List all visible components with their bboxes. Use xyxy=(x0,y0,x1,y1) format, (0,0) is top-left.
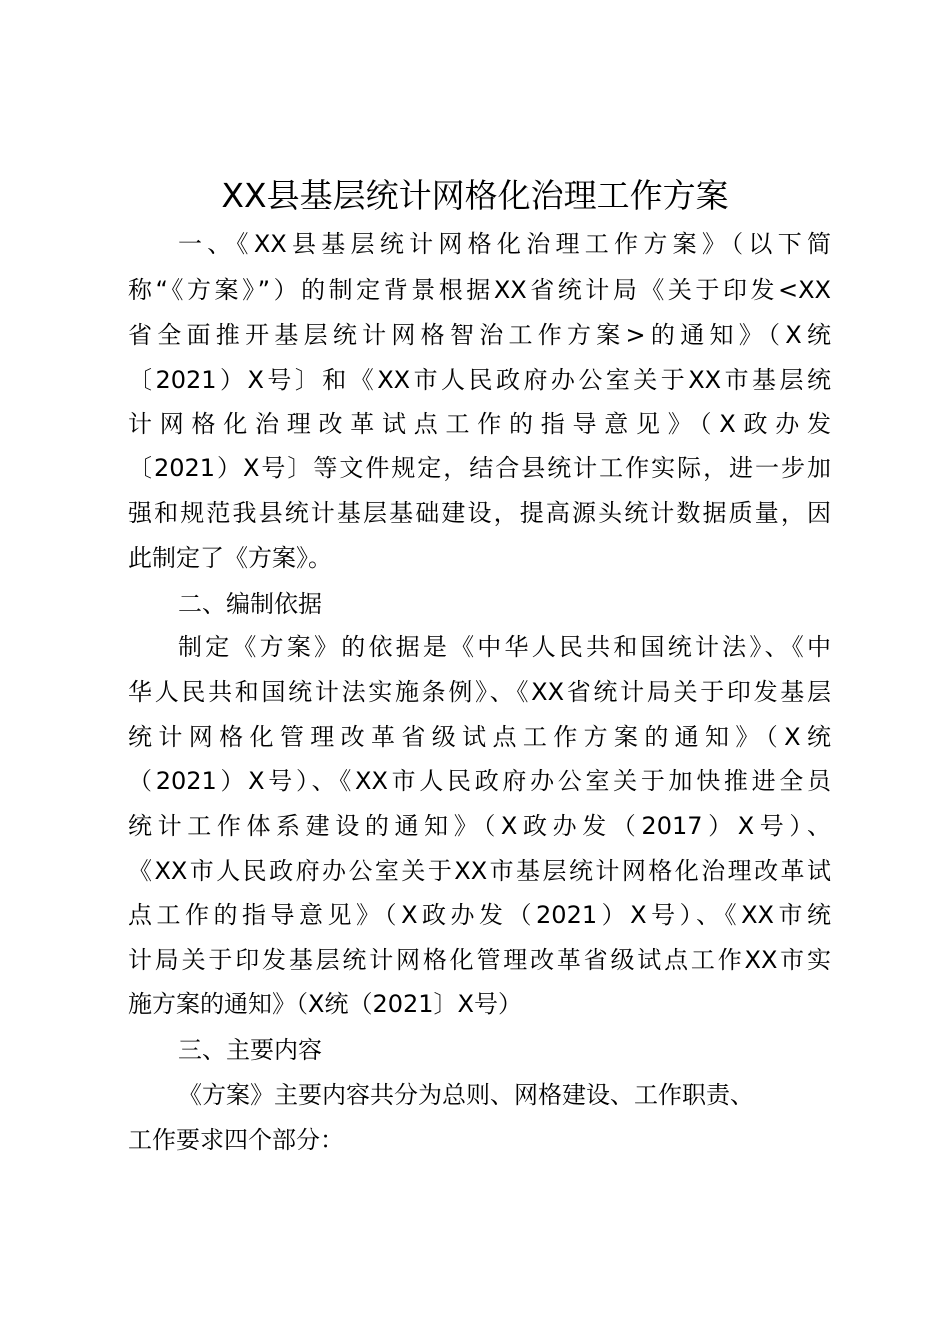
paragraph-line: （2021）X号）、《XX市人民政府办公室关于加快推进全员 xyxy=(128,767,831,795)
paragraph-line: 〔2021）X号〕和《XX市人民政府办公室关于XX市基层统 xyxy=(128,366,831,394)
paragraph-line: 强和规范我县统计基层基础建设，提高源头统计数据质量，因 xyxy=(128,499,831,527)
paragraph-line: 《方案》主要内容共分为总则、网格建设、工作职责、 xyxy=(178,1081,754,1109)
paragraph-line: 统计网格化管理改革省级试点工作方案的通知》（X统 xyxy=(128,723,831,751)
paragraph-line: 称“《方案》”）的制定背景根据XX省统计局《关于印发<XX xyxy=(128,276,831,304)
paragraph-line: 计局关于印发基层统计网格化管理改革省级试点工作XX市实 xyxy=(128,946,831,974)
paragraph-line: 〔2021）X号〕等文件规定，结合县统计工作实际，进一步加 xyxy=(128,454,831,482)
paragraph-line: 统计工作体系建设的通知》（X政办发（2017）X号）、 xyxy=(128,812,831,840)
paragraph-line: 制定《方案》的依据是《中华人民共和国统计法》、《中 xyxy=(178,633,831,661)
section-heading: 三、主要内容 xyxy=(178,1036,322,1064)
paragraph-line: 省全面推开基层统计网格智治工作方案>的通知》（X统 xyxy=(128,321,831,349)
paragraph-line: 计网格化治理改革试点工作的指导意见》（X政办发 xyxy=(128,410,831,438)
paragraph-line: 《XX市人民政府办公室关于XX市基层统计网格化治理改革试 xyxy=(128,857,831,885)
paragraph-line: 施方案的通知》（X统（2021〕X号） xyxy=(128,990,522,1018)
section-heading: 二、编制依据 xyxy=(178,590,322,618)
paragraph-line: 华人民共和国统计法实施条例》、《XX省统计局关于印发基层 xyxy=(128,678,831,706)
paragraph-line: 一、《XX县基层统计网格化治理工作方案》（以下简 xyxy=(178,230,831,258)
paragraph-line: 点工作的指导意见》（X政办发（2021）X号）、《XX市统 xyxy=(128,901,831,929)
paragraph-line: 工作要求四个部分： xyxy=(128,1126,344,1154)
document-title: XX县基层统计网格化治理工作方案 xyxy=(221,176,729,215)
paragraph-line: 此制定了《方案》。 xyxy=(128,544,332,572)
